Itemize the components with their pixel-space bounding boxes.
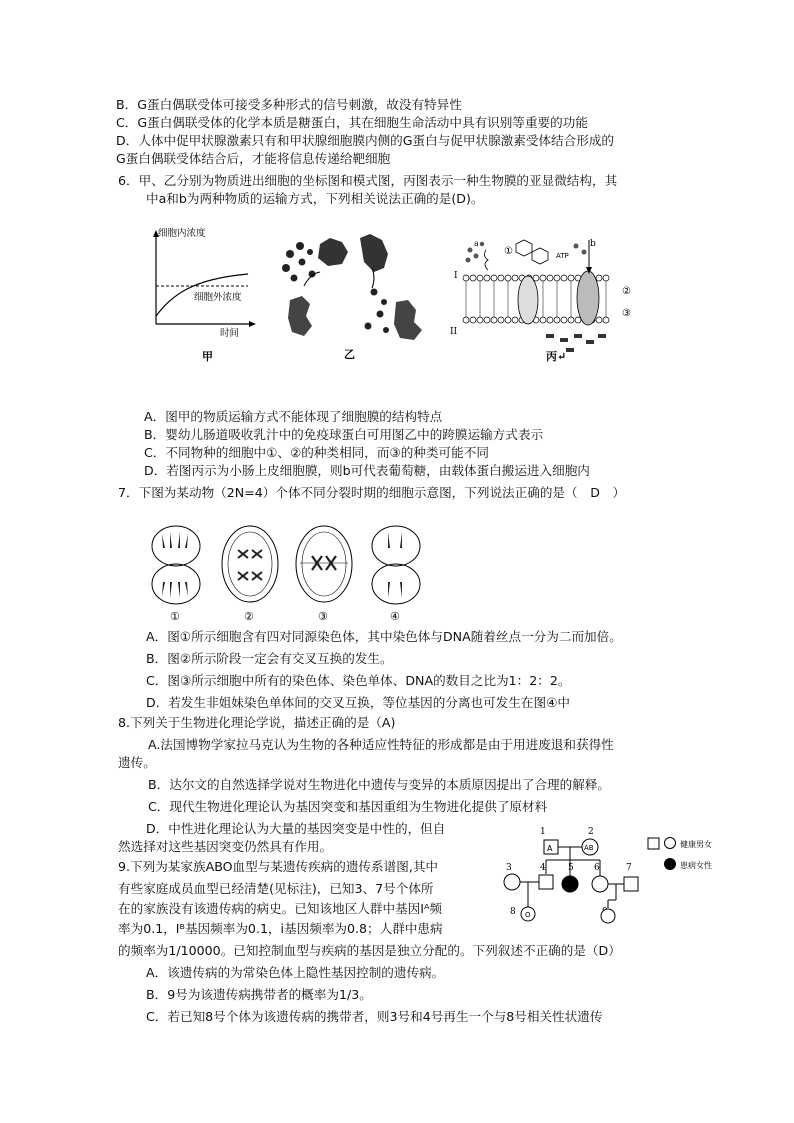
legend-female-icon	[665, 838, 676, 849]
bing-label-b: b	[590, 239, 596, 249]
q9-option-b: B．9号为该遗传病携带者的概率为1/3。	[146, 987, 372, 1002]
q8-option-d-cont: 然选择对这些基因突变仍然具有作用。	[118, 839, 333, 854]
bing-label-a: a	[474, 239, 479, 248]
ped-individual-9	[601, 909, 615, 923]
cell-3	[296, 526, 352, 623]
q8-option-d: D．中性进化理论认为大量的基因突变是中性的，但自	[146, 821, 446, 836]
q8-option-a: A.法国博物学家拉马克认为生物的各种适应性特征的形成都是由于用进废退和获得性	[148, 737, 614, 752]
jia-y-label: 细胞内浓度	[158, 228, 206, 239]
ped-individual-3	[504, 874, 520, 890]
bing-label-atp: ATP	[556, 252, 569, 260]
q8-option-a-cont: 遗传。	[118, 755, 156, 770]
bing-label-1: ①	[504, 246, 513, 257]
q8-option-b: B．达尔文的自然选择学说对生物进化中遗传与变异的本质原因提出了合理的解释。	[148, 777, 611, 792]
cell-4	[372, 526, 420, 623]
ped-num-1: 1	[540, 827, 546, 837]
ped-num-4: 4	[540, 863, 546, 873]
legend-healthy-label: 健康男女	[680, 840, 712, 849]
q9-stem-line5: 的频率为1/10000。已知控制血型与疾病的基因是独立分配的。下列叙述不正确的是（D）	[118, 943, 621, 958]
q9-stem-line2: 有些家庭成员血型已经清楚(见标注)，已知3、7号个体所	[118, 881, 434, 896]
q6-figure-jia	[148, 224, 258, 364]
q6-figure-bing	[446, 230, 642, 364]
protein-blob-2	[288, 296, 422, 340]
ped-type-2: AB	[584, 844, 594, 852]
q5-option-d-cont: G蛋白偶联受体结合后，才能将信息传递给靶细胞	[116, 151, 391, 166]
bing-label-I: I	[454, 271, 458, 281]
jia-caption: 甲	[202, 350, 213, 363]
q9-pedigree	[490, 826, 740, 938]
q6-option-a: A．图甲的物质运输方式不能体现了细胞膜的结构特点	[144, 409, 443, 424]
cell-1	[152, 526, 200, 623]
q9-option-c: C．若已知8号个体为该遗传病的携带者，则3号和4号再生一个与8号相关性状遗传	[146, 1009, 603, 1024]
q9-stem-line1: 9.下列为某家族ABO血型与某遗传疾病的遗传系谱图,其中	[118, 859, 439, 874]
ped-num-7: 7	[626, 863, 632, 873]
q7-stem: 7．下图为某动物（2N=4）个体不同分裂时期的细胞示意图，下列说法正确的是（ D ）	[118, 485, 626, 500]
cell-4-label: ④	[390, 610, 400, 623]
ped-num-6: 6	[594, 863, 600, 873]
ped-individual-5	[562, 876, 578, 892]
ped-num-5: 5	[568, 863, 574, 873]
q8-option-c: C．现代生物进化理论认为基因突变和基因重组为生物进化提供了原材料	[148, 799, 548, 814]
bing-label-3: ③	[622, 308, 631, 319]
q5-option-b: B．G蛋白偶联受体可接受多种形式的信号刺激，故没有特异性	[116, 97, 462, 112]
ped-individual-4	[539, 875, 553, 889]
cell-2	[222, 526, 278, 623]
yi-caption: 乙	[344, 348, 355, 361]
cell-2-label: ②	[244, 610, 254, 623]
q7-option-b: B．图②所示阶段一定会有交叉互换的发生。	[146, 651, 393, 666]
q8-stem: 8.下列关于生物进化理论学说，描述正确的是（A)	[118, 715, 396, 730]
ped-type-8: O	[525, 911, 531, 919]
q9-stem-line4: 率为0.1，Iᴮ基因频率为0.1，i基因频率为0.8；人群中患病	[118, 921, 443, 936]
ped-num-3: 3	[506, 863, 512, 873]
legend-male-icon	[648, 838, 659, 849]
cell-3-label: ③	[318, 610, 328, 623]
bing-label-II: II	[450, 327, 458, 337]
bing-caption: 丙↵	[546, 350, 567, 363]
q6-option-c: C．不同物种的细胞中①、②的种类相同，而③的种类可能不同	[144, 445, 489, 460]
protein-blob-1	[318, 234, 388, 272]
jia-dash-label: 细胞外浓度	[194, 292, 242, 303]
q6-option-b: B．婴幼儿肠道吸收乳汁中的免疫球蛋白可用图乙中的跨膜运输方式表示	[144, 427, 544, 442]
q6-stem-line2: 中a和b为两种物质的运输方式，下列相关说法正确的是(D)。	[146, 191, 484, 206]
ped-num-2: 2	[588, 827, 594, 837]
cell-1-label: ①	[170, 610, 180, 623]
jia-x-label: 时间	[220, 328, 240, 339]
q6-stem-line1: 6．甲、乙分别为物质进出细胞的坐标图和模式图，丙图表示一种生物膜的亚显微结构，其	[118, 173, 618, 188]
q7-figure	[140, 518, 430, 624]
q6-figure-yi	[276, 230, 436, 364]
q7-option-a: A．图①所示细胞含有四对同源染色体，其中染色体与DNA随着丝点一分为二而加倍。	[146, 629, 622, 644]
ped-type-1: A	[547, 844, 553, 853]
q6-option-d: D．若图丙示为小肠上皮细胞膜，则b可代表葡萄糖，由载体蛋白搬运进入细胞内	[144, 463, 590, 478]
q7-option-d: D．若发生非姐妹染色单体间的交叉互换，等位基因的分离也可发生在图④中	[146, 695, 570, 710]
bing-label-2: ②	[622, 286, 631, 297]
ped-num-8: 8	[510, 907, 516, 917]
legend-affected-label: 患病女性	[680, 861, 712, 870]
q5-option-d: D．人体中促甲状腺激素只有和甲状腺细胞膜内侧的G蛋白与促甲状腺激素受体结合形成的	[116, 133, 615, 148]
q7-option-c: C．图③所示细胞中所有的染色体、染色单体、DNA的数目之比为1：2：2。	[146, 673, 571, 688]
q5-option-c: C．G蛋白偶联受体的化学本质是糖蛋白，其在细胞生命活动中具有识别等重要的功能	[116, 115, 588, 130]
ped-individual-7	[624, 877, 638, 891]
ped-individual-6	[592, 876, 608, 892]
q9-option-a: A．该遗传病的为常染色体上隐性基因控制的遗传病。	[146, 965, 445, 980]
legend-affected-female-icon	[665, 859, 676, 870]
q9-stem-line3: 在的家族没有该遗传病的病史。已知该地区人群中基因Iᴬ频	[118, 901, 442, 916]
